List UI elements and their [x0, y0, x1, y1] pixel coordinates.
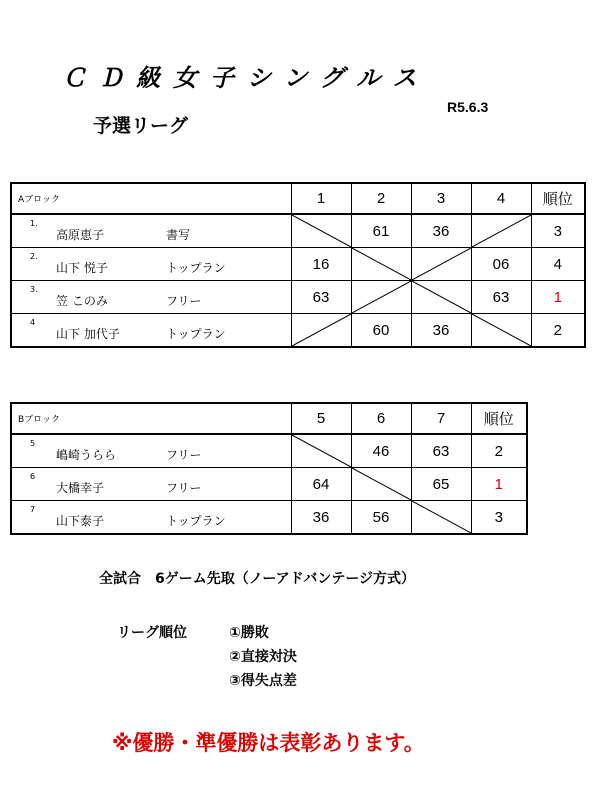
- block-a-label: Aブロック: [11, 183, 291, 214]
- block-b-rank-header: 順位: [471, 403, 527, 434]
- block-b-col-header: 5: [291, 403, 351, 434]
- block-a-col-header: 1: [291, 183, 351, 214]
- player-cell: [11, 501, 291, 535]
- player-number: 3.: [30, 285, 38, 294]
- score-cell: 36: [411, 214, 471, 248]
- block-a-header-row: [11, 183, 585, 214]
- ranking-criterion: ①勝敗: [229, 625, 269, 641]
- player-number: 6: [30, 472, 36, 481]
- player-name: 大橋幸子: [56, 481, 105, 495]
- player-club: トップラン: [166, 261, 226, 275]
- player-cell: [11, 281, 291, 314]
- score-cell: 60: [351, 314, 411, 348]
- player-cell: [11, 468, 291, 501]
- block-b-header-row: [11, 403, 527, 434]
- block-a-col-header: 3: [411, 183, 471, 214]
- diagonal-cell: [471, 314, 531, 348]
- player-cell: [11, 248, 291, 281]
- player-name: 山下 悦子: [56, 261, 108, 275]
- score-cell: 36: [411, 314, 471, 348]
- block-b-label: Bブロック: [11, 403, 291, 434]
- score-cell: 63: [411, 434, 471, 468]
- diagonal-cell: [291, 314, 351, 348]
- player-name: 高原恵子: [56, 228, 105, 242]
- table-row: [11, 248, 585, 281]
- diagonal-cell: [351, 281, 411, 314]
- block-a-table: [10, 182, 586, 348]
- block-a-col-header: 2: [351, 183, 411, 214]
- score-cell: 36: [291, 501, 351, 535]
- player-number: 7: [30, 505, 36, 514]
- player-number: 2.: [30, 252, 38, 261]
- table-row: [11, 314, 585, 348]
- table-row: [11, 281, 585, 314]
- player-club: トップラン: [166, 514, 226, 528]
- table-row: [11, 501, 527, 535]
- block-b-col-header: 6: [351, 403, 411, 434]
- score-cell: 65: [411, 468, 471, 501]
- player-name: 山下泰子: [56, 514, 105, 528]
- block-a-col-header: 4: [471, 183, 531, 214]
- player-number: 4: [30, 318, 36, 327]
- diagonal-cell: [351, 248, 411, 281]
- diagonal-cell: [351, 468, 411, 501]
- award-notice: ※優勝・準優勝は表彰あります。: [112, 731, 425, 755]
- rank-cell: 4: [531, 248, 585, 281]
- ranking-criterion: ②直接対決: [229, 649, 297, 665]
- diagonal-cell: [471, 214, 531, 248]
- table-row: [11, 434, 527, 468]
- ranking-criterion: ③得失点差: [229, 673, 297, 689]
- player-number: 5: [30, 439, 36, 448]
- rank-cell: 1: [531, 281, 585, 314]
- player-cell: [11, 314, 291, 348]
- player-name: 山下 加代子: [56, 327, 120, 341]
- diagonal-cell: [411, 248, 471, 281]
- diagonal-cell: [291, 214, 351, 248]
- block-b-col-header: 7: [411, 403, 471, 434]
- player-name: 笠 このみ: [56, 294, 108, 308]
- rank-cell: 2: [471, 434, 527, 468]
- score-cell: 63: [291, 281, 351, 314]
- block-b-table: [10, 402, 528, 535]
- score-cell: 63: [471, 281, 531, 314]
- player-club: 書写: [166, 228, 191, 242]
- block-a-rank-header: 順位: [531, 183, 585, 214]
- score-cell: 64: [291, 468, 351, 501]
- player-club: フリー: [166, 294, 202, 308]
- score-cell: 46: [351, 434, 411, 468]
- rank-cell: 3: [531, 214, 585, 248]
- diagonal-cell: [411, 501, 471, 535]
- score-cell: 56: [351, 501, 411, 535]
- player-cell: [11, 434, 291, 468]
- rank-cell: 1: [471, 468, 527, 501]
- score-cell: 16: [291, 248, 351, 281]
- diagonal-cell: [411, 281, 471, 314]
- date-label: R5.6.3: [447, 99, 489, 115]
- rank-cell: 2: [531, 314, 585, 348]
- player-cell: [11, 214, 291, 248]
- player-club: トップラン: [166, 327, 226, 341]
- table-row: [11, 468, 527, 501]
- score-cell: 06: [471, 248, 531, 281]
- score-cell: 61: [351, 214, 411, 248]
- diagonal-cell: [291, 434, 351, 468]
- ranking-label: リーグ順位: [117, 625, 187, 641]
- match-rule: 全試合 6ゲーム先取（ノーアドバンテージ方式）: [99, 571, 416, 587]
- player-name: 嶋崎うらら: [56, 448, 117, 462]
- page-title: ＣＤ級女子シングルス: [62, 64, 430, 92]
- table-row: [11, 214, 585, 248]
- player-club: フリー: [166, 448, 202, 462]
- page-subtitle: 予選リーグ: [93, 115, 189, 137]
- rank-cell: 3: [471, 501, 527, 535]
- player-club: フリー: [166, 481, 202, 495]
- player-number: 1.: [30, 219, 38, 228]
